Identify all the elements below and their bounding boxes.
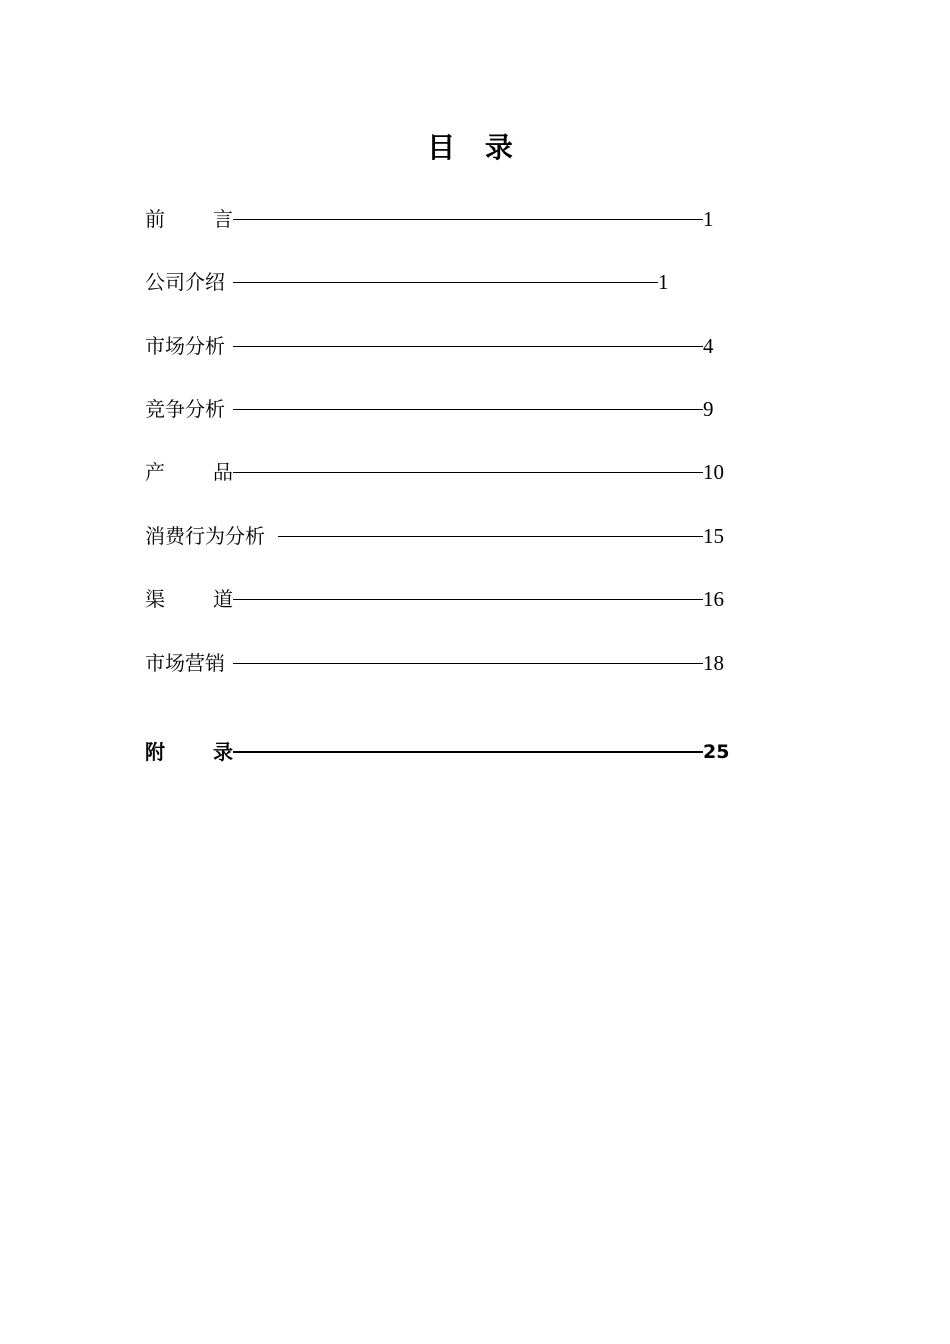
leader-line: [233, 282, 658, 283]
toc-page-number: 9: [703, 397, 714, 421]
toc-entry-preface[interactable]: [145, 204, 714, 234]
toc-entry-market-analysis[interactable]: [145, 331, 714, 361]
toc-entry-label: 竞争分析: [145, 397, 225, 421]
leader-line: [233, 219, 703, 220]
toc-page-number: 16: [703, 587, 724, 611]
toc-entry-label: 附 录: [145, 740, 233, 764]
toc-page-number: 4: [703, 334, 714, 358]
toc-entry-label: 产 品: [145, 460, 233, 484]
toc-entry-consumer-behavior[interactable]: [145, 521, 724, 551]
leader-line: [233, 751, 703, 753]
toc-page-number: 15: [703, 524, 724, 548]
toc-page-number: 18: [703, 651, 724, 675]
toc-entry-label: 市场分析: [145, 334, 225, 358]
leader-line: [233, 472, 703, 473]
toc-entry-appendix[interactable]: [145, 737, 729, 767]
toc-entry-label: 前 言: [145, 207, 233, 231]
toc-entry-channels[interactable]: [145, 584, 724, 614]
toc-entry-product[interactable]: [145, 457, 724, 487]
toc-entry-competition-analysis[interactable]: [145, 394, 714, 424]
toc-entry-label: 消费行为分析: [145, 524, 265, 548]
toc-title: 目 录: [427, 131, 523, 164]
leader-line: [278, 536, 703, 537]
toc-page-number: 25: [703, 741, 730, 763]
leader-line: [233, 663, 703, 664]
toc-entry-label: 市场营销: [145, 651, 225, 675]
leader-line: [233, 409, 703, 410]
toc-page-number: 1: [703, 207, 714, 231]
leader-line: [233, 346, 703, 347]
toc-entry-marketing[interactable]: [145, 648, 724, 678]
toc-page-number: 10: [703, 460, 724, 484]
toc-entry-label: 渠 道: [145, 587, 233, 611]
toc-entry-company-intro[interactable]: [145, 267, 669, 297]
toc-page-number: 1: [658, 270, 669, 294]
toc-entry-label: 公司介绍: [145, 270, 225, 294]
leader-line: [233, 599, 703, 600]
